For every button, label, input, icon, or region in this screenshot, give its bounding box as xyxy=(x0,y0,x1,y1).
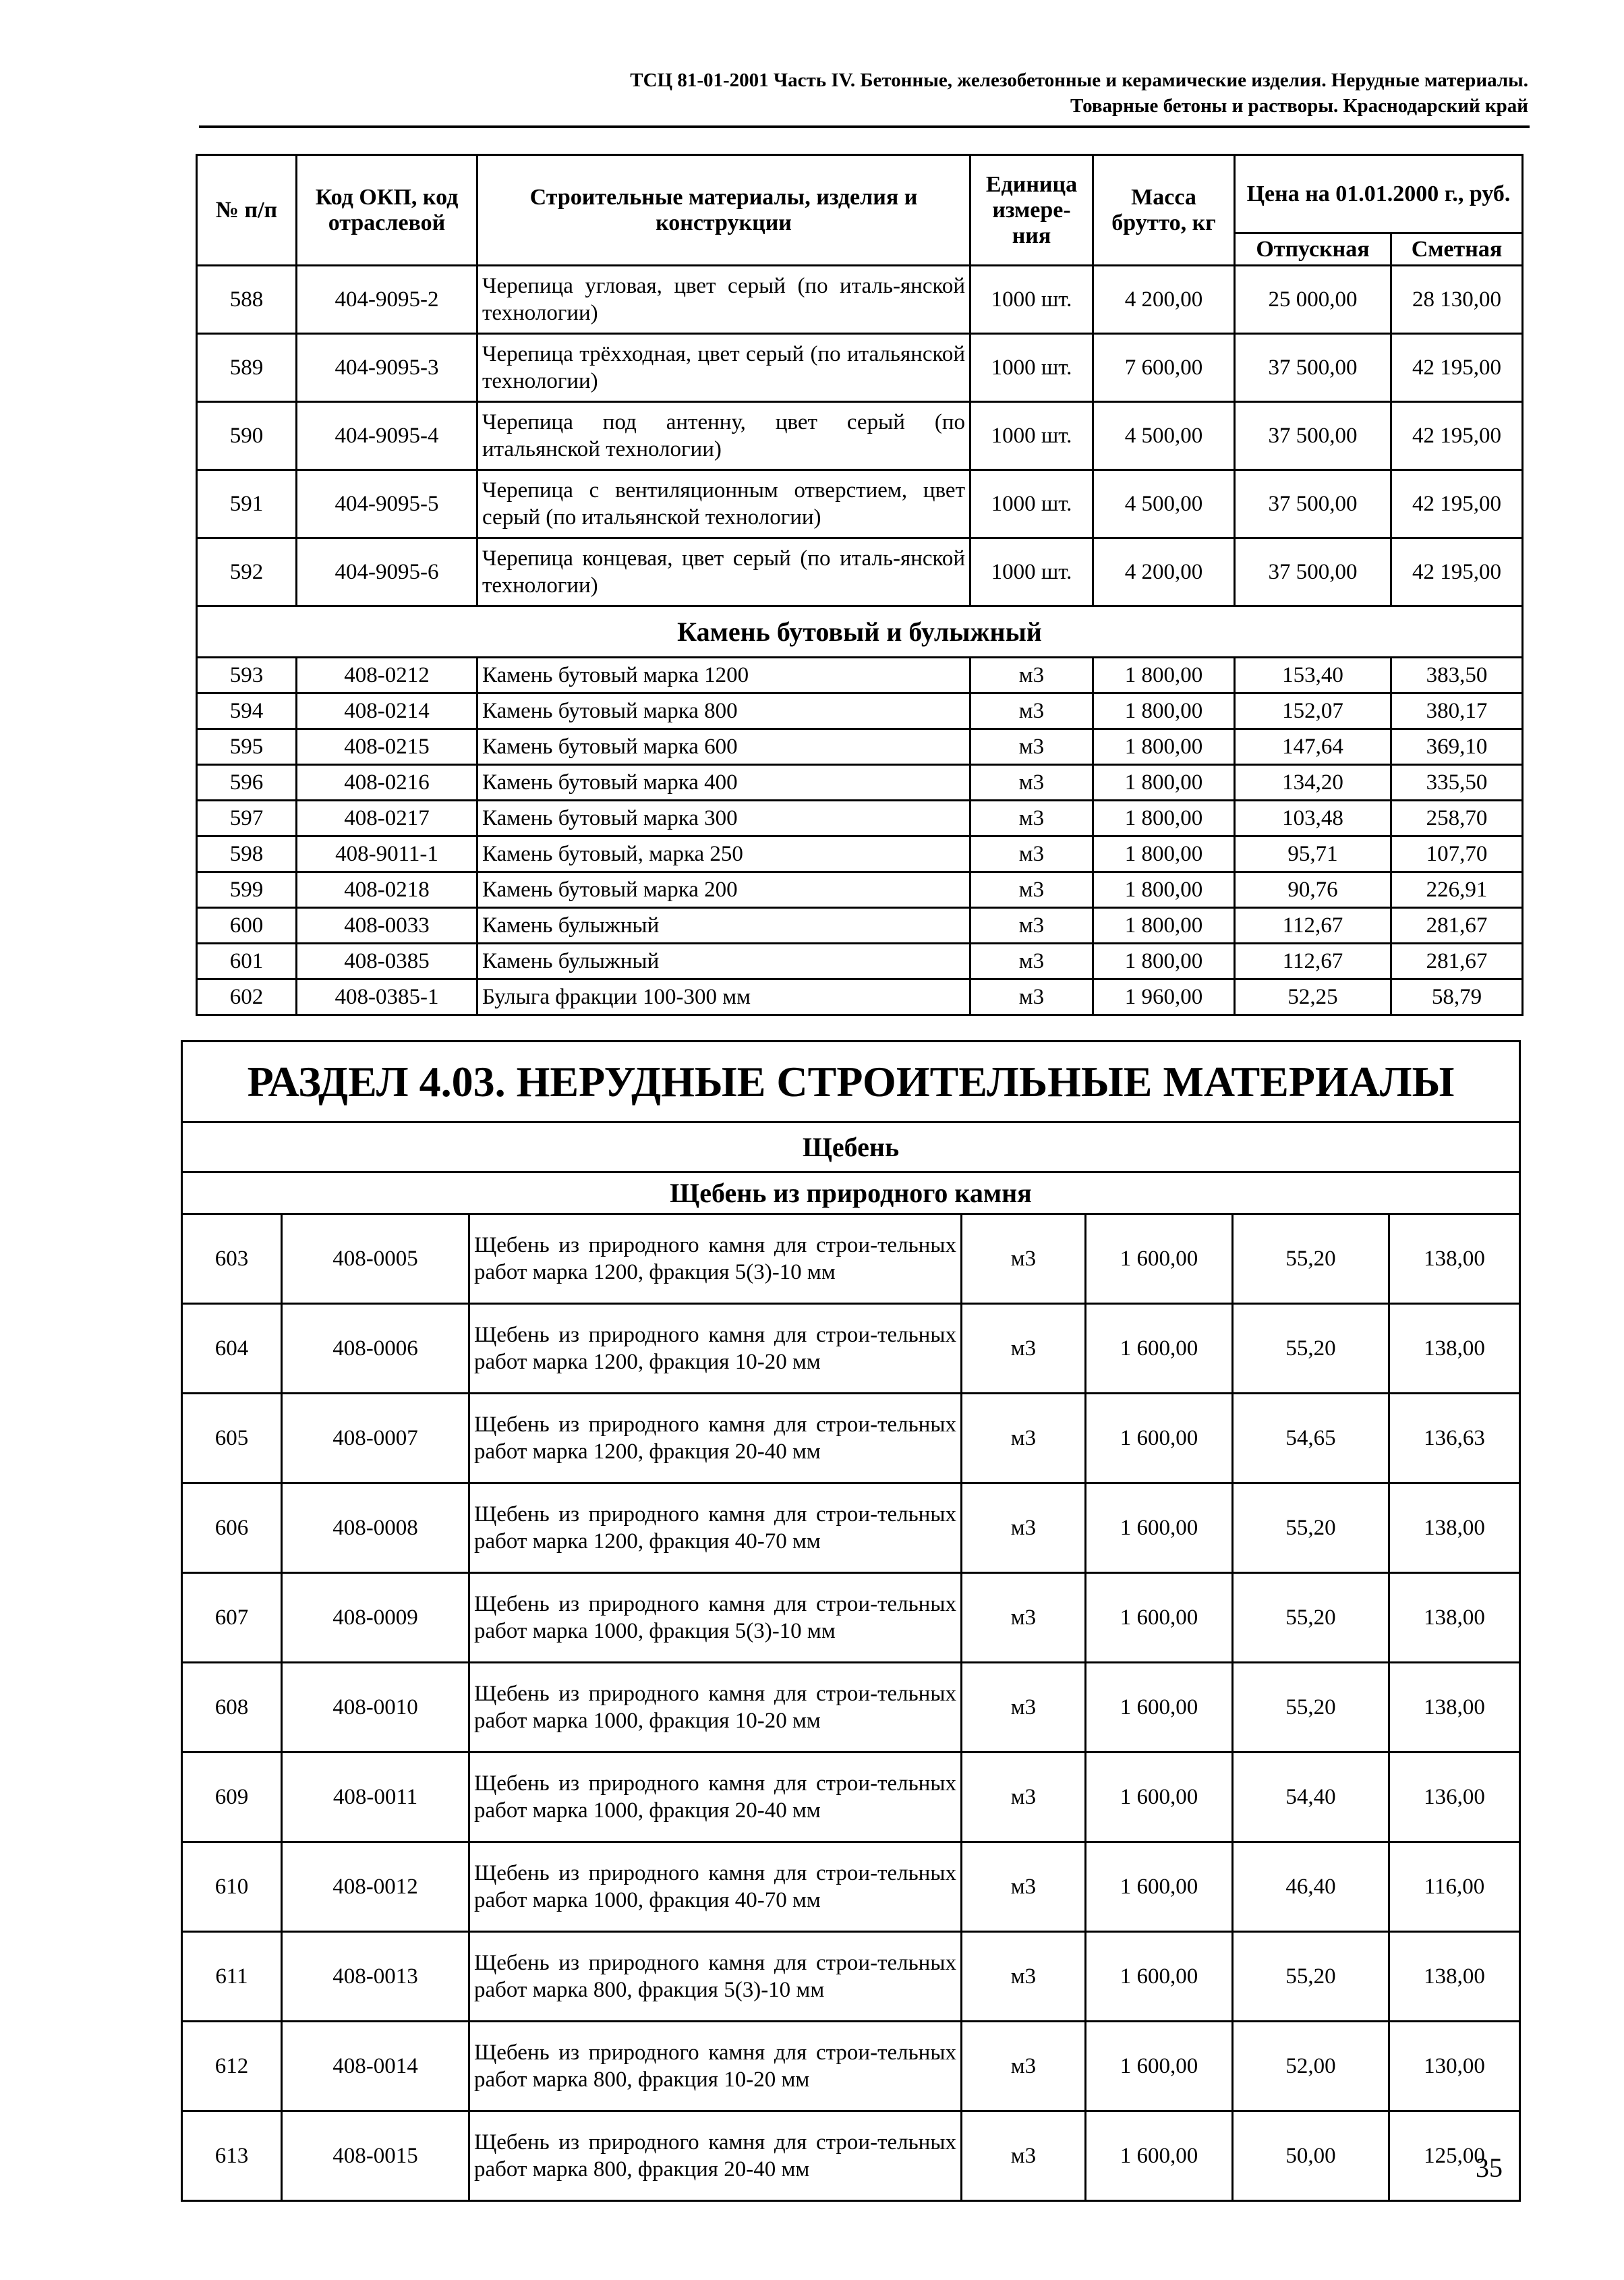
gross-mass: 1 800,00 xyxy=(1093,693,1235,729)
estimate-price: 380,17 xyxy=(1391,693,1523,729)
release-price: 37 500,00 xyxy=(1235,402,1391,470)
release-price: 52,00 xyxy=(1233,2022,1389,2111)
row-number: 609 xyxy=(182,1752,282,1842)
gross-mass: 1 600,00 xyxy=(1086,1932,1233,2022)
material-name: Камень бутовый марка 1200 xyxy=(477,658,970,693)
unit-of-measure: м3 xyxy=(962,1394,1086,1483)
material-name: Черепица концевая, цвет серый (по италь-янской технологии) xyxy=(477,538,970,606)
okp-code: 408-0013 xyxy=(282,1932,469,2022)
material-name: Щебень из природного камня для строи-тельных работ марка 1200, фракция 10-20 мм xyxy=(469,1304,962,1394)
material-name: Щебень из природного камня для строи-тельных работ марка 1200, фракция 40-70 мм xyxy=(469,1483,962,1573)
gross-mass: 4 200,00 xyxy=(1093,538,1235,606)
release-price: 52,25 xyxy=(1235,979,1391,1015)
estimate-price: 130,00 xyxy=(1389,2022,1520,2111)
table-row xyxy=(182,1932,1520,2022)
table-row xyxy=(197,266,1523,334)
estimate-price: 42 195,00 xyxy=(1391,334,1523,402)
estimate-price: 42 195,00 xyxy=(1391,470,1523,538)
row-number: 605 xyxy=(182,1394,282,1483)
okp-code: 408-0005 xyxy=(282,1214,469,1304)
section-heading-gravel-row xyxy=(182,1122,1520,1172)
okp-code: 404-9095-4 xyxy=(297,402,477,470)
col-header-estimate-price: Сметная xyxy=(1391,233,1523,266)
unit-of-measure: м3 xyxy=(962,1842,1086,1932)
row-number: 608 xyxy=(182,1663,282,1752)
material-name: Булыга фракции 100-300 мм xyxy=(477,979,970,1015)
okp-code: 408-0006 xyxy=(282,1304,469,1394)
release-price: 134,20 xyxy=(1235,765,1391,801)
section-heading-main-row xyxy=(182,1042,1520,1122)
release-price: 50,00 xyxy=(1233,2111,1389,2201)
gross-mass: 7 600,00 xyxy=(1093,334,1235,402)
section-heading-stone: Камень бутовый и булыжный xyxy=(197,606,1523,658)
gross-mass: 1 600,00 xyxy=(1086,1663,1233,1752)
unit-of-measure: 1000 шт. xyxy=(970,470,1093,538)
release-price: 90,76 xyxy=(1235,872,1391,908)
row-number: 603 xyxy=(182,1214,282,1304)
table-row xyxy=(182,1842,1520,1932)
row-number: 592 xyxy=(197,538,297,606)
estimate-price: 383,50 xyxy=(1391,658,1523,693)
material-name: Черепица угловая, цвет серый (по италь-янской технологии) xyxy=(477,266,970,334)
okp-code: 408-0216 xyxy=(297,765,477,801)
okp-code: 404-9095-3 xyxy=(297,334,477,402)
gross-mass: 1 600,00 xyxy=(1086,1752,1233,1842)
release-price: 152,07 xyxy=(1235,693,1391,729)
row-number: 596 xyxy=(197,765,297,801)
material-name: Камень бутовый марка 300 xyxy=(477,801,970,836)
unit-of-measure: 1000 шт. xyxy=(970,266,1093,334)
okp-code: 404-9095-5 xyxy=(297,470,477,538)
col-header-unit: Единица измере-ния xyxy=(970,155,1093,266)
section-heading-main: РАЗДЕЛ 4.03. НЕРУДНЫЕ СТРОИТЕЛЬНЫЕ МАТЕРИАЛЫ xyxy=(182,1042,1520,1122)
material-name: Щебень из природного камня для строи-тельных работ марка 1000, фракция 40-70 мм xyxy=(469,1842,962,1932)
estimate-price: 138,00 xyxy=(1389,1214,1520,1304)
okp-code: 408-9011-1 xyxy=(297,836,477,872)
unit-of-measure: м3 xyxy=(962,1304,1086,1394)
row-number: 602 xyxy=(197,979,297,1015)
unit-of-measure: м3 xyxy=(970,729,1093,765)
material-name: Щебень из природного камня для строи-тельных работ марка 800, фракция 20-40 мм xyxy=(469,2111,962,2201)
estimate-price: 281,67 xyxy=(1391,944,1523,979)
okp-code: 408-0009 xyxy=(282,1573,469,1663)
row-number: 610 xyxy=(182,1842,282,1932)
row-number: 589 xyxy=(197,334,297,402)
estimate-price: 107,70 xyxy=(1391,836,1523,872)
unit-of-measure: м3 xyxy=(970,872,1093,908)
row-number: 591 xyxy=(197,470,297,538)
material-name: Черепица с вентиляционным отверстием, цвет серый (по итальянской технологии) xyxy=(477,470,970,538)
okp-code: 408-0385 xyxy=(297,944,477,979)
row-number: 590 xyxy=(197,402,297,470)
release-price: 55,20 xyxy=(1233,1663,1389,1752)
col-header-code: Код ОКП, код отраслевой xyxy=(297,155,477,266)
material-name: Камень бутовый, марка 250 xyxy=(477,836,970,872)
col-header-mass: Масса брутто, кг xyxy=(1093,155,1235,266)
gross-mass: 4 200,00 xyxy=(1093,266,1235,334)
table-header-row xyxy=(197,155,1523,233)
unit-of-measure: м3 xyxy=(962,2022,1086,2111)
table-row xyxy=(197,658,1523,693)
unit-of-measure: м3 xyxy=(962,1483,1086,1573)
row-number: 604 xyxy=(182,1304,282,1394)
material-name: Щебень из природного камня для строи-тельных работ марка 800, фракция 10-20 мм xyxy=(469,2022,962,2111)
okp-code: 408-0215 xyxy=(297,729,477,765)
gross-mass: 1 600,00 xyxy=(1086,1304,1233,1394)
estimate-price: 369,10 xyxy=(1391,729,1523,765)
section-heading-natural-stone-row xyxy=(182,1172,1520,1214)
estimate-price: 138,00 xyxy=(1389,1304,1520,1394)
row-number: 612 xyxy=(182,2022,282,2111)
table-row xyxy=(197,334,1523,402)
estimate-price: 116,00 xyxy=(1389,1842,1520,1932)
gross-mass: 1 600,00 xyxy=(1086,1573,1233,1663)
okp-code: 408-0012 xyxy=(282,1842,469,1932)
okp-code: 408-0011 xyxy=(282,1752,469,1842)
okp-code: 408-0218 xyxy=(297,872,477,908)
material-name: Камень булыжный xyxy=(477,944,970,979)
row-number: 606 xyxy=(182,1483,282,1573)
material-name: Щебень из природного камня для строи-тельных работ марка 1000, фракция 5(3)-10 мм xyxy=(469,1573,962,1663)
estimate-price: 125,00 xyxy=(1389,2111,1520,2201)
row-number: 595 xyxy=(197,729,297,765)
release-price: 112,67 xyxy=(1235,908,1391,944)
row-number: 601 xyxy=(197,944,297,979)
release-price: 37 500,00 xyxy=(1235,538,1391,606)
estimate-price: 335,50 xyxy=(1391,765,1523,801)
unit-of-measure: м3 xyxy=(970,836,1093,872)
gross-mass: 1 800,00 xyxy=(1093,729,1235,765)
material-name: Черепица трёхходная, цвет серый (по итальянской технологии) xyxy=(477,334,970,402)
section-heading-natural-stone: Щебень из природного камня xyxy=(182,1172,1520,1214)
unit-of-measure: м3 xyxy=(962,1214,1086,1304)
release-price: 95,71 xyxy=(1235,836,1391,872)
estimate-price: 28 130,00 xyxy=(1391,266,1523,334)
table-row xyxy=(197,801,1523,836)
table-row xyxy=(197,979,1523,1015)
okp-code: 404-9095-2 xyxy=(297,266,477,334)
unit-of-measure: м3 xyxy=(970,765,1093,801)
unit-of-measure: м3 xyxy=(970,979,1093,1015)
materials-table-top xyxy=(196,154,1524,1016)
material-name: Камень булыжный xyxy=(477,908,970,944)
table-row xyxy=(182,1483,1520,1573)
material-name: Камень бутовый марка 200 xyxy=(477,872,970,908)
release-price: 55,20 xyxy=(1233,1214,1389,1304)
gross-mass: 1 800,00 xyxy=(1093,658,1235,693)
estimate-price: 226,91 xyxy=(1391,872,1523,908)
gross-mass: 4 500,00 xyxy=(1093,402,1235,470)
release-price: 54,65 xyxy=(1233,1394,1389,1483)
okp-code: 408-0217 xyxy=(297,801,477,836)
gross-mass: 4 500,00 xyxy=(1093,470,1235,538)
material-name: Камень бутовый марка 800 xyxy=(477,693,970,729)
row-number: 593 xyxy=(197,658,297,693)
okp-code: 408-0010 xyxy=(282,1663,469,1752)
gross-mass: 1 600,00 xyxy=(1086,2022,1233,2111)
gross-mass: 1 800,00 xyxy=(1093,765,1235,801)
unit-of-measure: м3 xyxy=(962,1663,1086,1752)
table-row xyxy=(182,1394,1520,1483)
release-price: 153,40 xyxy=(1235,658,1391,693)
estimate-price: 58,79 xyxy=(1391,979,1523,1015)
table-row xyxy=(197,908,1523,944)
gross-mass: 1 600,00 xyxy=(1086,1842,1233,1932)
col-header-release-price: Отпускная xyxy=(1235,233,1391,266)
material-name: Щебень из природного камня для строи-тельных работ марка 1000, фракция 10-20 мм xyxy=(469,1663,962,1752)
table-row xyxy=(182,1214,1520,1304)
gross-mass: 1 800,00 xyxy=(1093,872,1235,908)
material-name: Камень бутовый марка 400 xyxy=(477,765,970,801)
table-row xyxy=(182,1663,1520,1752)
row-number: 599 xyxy=(197,872,297,908)
section-heading-stone-row xyxy=(197,606,1523,658)
okp-code: 404-9095-6 xyxy=(297,538,477,606)
release-price: 25 000,00 xyxy=(1235,266,1391,334)
release-price: 103,48 xyxy=(1235,801,1391,836)
table-row xyxy=(182,1752,1520,1842)
unit-of-measure: м3 xyxy=(962,2111,1086,2201)
estimate-price: 42 195,00 xyxy=(1391,538,1523,606)
material-name: Черепица под антенну, цвет серый (по итальянской технологии) xyxy=(477,402,970,470)
gross-mass: 1 600,00 xyxy=(1086,1394,1233,1483)
estimate-price: 138,00 xyxy=(1389,1663,1520,1752)
row-number: 588 xyxy=(197,266,297,334)
okp-code: 408-0008 xyxy=(282,1483,469,1573)
materials-table-gravel xyxy=(181,1040,1521,2202)
col-header-num: № п/п xyxy=(197,155,297,266)
unit-of-measure: 1000 шт. xyxy=(970,402,1093,470)
unit-of-measure: м3 xyxy=(970,908,1093,944)
gross-mass: 1 960,00 xyxy=(1093,979,1235,1015)
table-row xyxy=(197,729,1523,765)
release-price: 54,40 xyxy=(1233,1752,1389,1842)
gross-mass: 1 800,00 xyxy=(1093,908,1235,944)
gross-mass: 1 600,00 xyxy=(1086,1483,1233,1573)
table-row xyxy=(182,2022,1520,2111)
table-row xyxy=(182,1573,1520,1663)
estimate-price: 138,00 xyxy=(1389,1483,1520,1573)
table-row xyxy=(197,693,1523,729)
estimate-price: 258,70 xyxy=(1391,801,1523,836)
release-price: 147,64 xyxy=(1235,729,1391,765)
row-number: 594 xyxy=(197,693,297,729)
material-name: Щебень из природного камня для строи-тельных работ марка 1000, фракция 20-40 мм xyxy=(469,1752,962,1842)
release-price: 55,20 xyxy=(1233,1573,1389,1663)
material-name: Щебень из природного камня для строи-тельных работ марка 1200, фракция 20-40 мм xyxy=(469,1394,962,1483)
gross-mass: 1 800,00 xyxy=(1093,944,1235,979)
release-price: 55,20 xyxy=(1233,1304,1389,1394)
running-header-line2: Товарные бетоны и растворы. Краснодарский край xyxy=(1070,95,1528,117)
section-heading-gravel: Щебень xyxy=(182,1122,1520,1172)
unit-of-measure: м3 xyxy=(970,801,1093,836)
estimate-price: 136,00 xyxy=(1389,1752,1520,1842)
okp-code: 408-0214 xyxy=(297,693,477,729)
release-price: 55,20 xyxy=(1233,1483,1389,1573)
row-number: 600 xyxy=(197,908,297,944)
estimate-price: 42 195,00 xyxy=(1391,402,1523,470)
okp-code: 408-0385-1 xyxy=(297,979,477,1015)
okp-code: 408-0033 xyxy=(297,908,477,944)
table-row xyxy=(197,836,1523,872)
unit-of-measure: м3 xyxy=(962,1573,1086,1663)
row-number: 607 xyxy=(182,1573,282,1663)
row-number: 597 xyxy=(197,801,297,836)
material-name: Щебень из природного камня для строи-тельных работ марка 1200, фракция 5(3)-10 мм xyxy=(469,1214,962,1304)
unit-of-measure: 1000 шт. xyxy=(970,538,1093,606)
table-row xyxy=(197,402,1523,470)
okp-code: 408-0014 xyxy=(282,2022,469,2111)
estimate-price: 281,67 xyxy=(1391,908,1523,944)
page-number: 35 xyxy=(1476,2153,1503,2183)
row-number: 611 xyxy=(182,1932,282,2022)
table-row xyxy=(197,944,1523,979)
table-row xyxy=(182,1304,1520,1394)
okp-code: 408-0015 xyxy=(282,2111,469,2201)
row-number: 613 xyxy=(182,2111,282,2201)
release-price: 55,20 xyxy=(1233,1932,1389,2022)
estimate-price: 136,63 xyxy=(1389,1394,1520,1483)
unit-of-measure: м3 xyxy=(970,944,1093,979)
material-name: Щебень из природного камня для строи-тельных работ марка 800, фракция 5(3)-10 мм xyxy=(469,1932,962,2022)
table-row xyxy=(197,538,1523,606)
gross-mass: 1 800,00 xyxy=(1093,836,1235,872)
running-header-line1: ТСЦ 81-01-2001 Часть IV. Бетонные, железобетонные и керамические изделия. Нерудные материалы. xyxy=(630,69,1528,91)
unit-of-measure: м3 xyxy=(962,1932,1086,2022)
estimate-price: 138,00 xyxy=(1389,1573,1520,1663)
header-rule xyxy=(199,125,1530,128)
release-price: 37 500,00 xyxy=(1235,334,1391,402)
table-row xyxy=(197,470,1523,538)
material-name: Камень бутовый марка 600 xyxy=(477,729,970,765)
unit-of-measure: м3 xyxy=(962,1752,1086,1842)
col-header-price: Цена на 01.01.2000 г., руб. xyxy=(1235,155,1523,233)
col-header-name: Строительные материалы, изделия и конструкции xyxy=(477,155,970,266)
unit-of-measure: м3 xyxy=(970,693,1093,729)
gross-mass: 1 800,00 xyxy=(1093,801,1235,836)
unit-of-measure: 1000 шт. xyxy=(970,334,1093,402)
table-row xyxy=(197,765,1523,801)
table-row xyxy=(197,872,1523,908)
estimate-price: 138,00 xyxy=(1389,1932,1520,2022)
gross-mass: 1 600,00 xyxy=(1086,2111,1233,2201)
table-row xyxy=(182,2111,1520,2201)
release-price: 37 500,00 xyxy=(1235,470,1391,538)
okp-code: 408-0212 xyxy=(297,658,477,693)
release-price: 112,67 xyxy=(1235,944,1391,979)
gross-mass: 1 600,00 xyxy=(1086,1214,1233,1304)
unit-of-measure: м3 xyxy=(970,658,1093,693)
row-number: 598 xyxy=(197,836,297,872)
release-price: 46,40 xyxy=(1233,1842,1389,1932)
okp-code: 408-0007 xyxy=(282,1394,469,1483)
